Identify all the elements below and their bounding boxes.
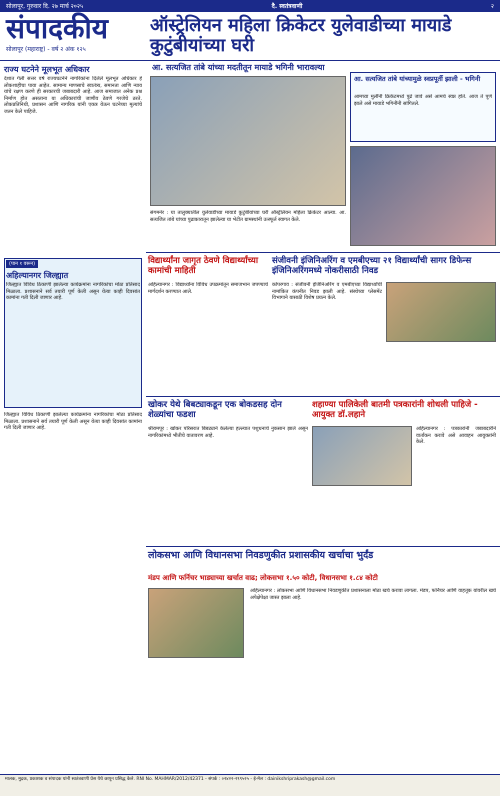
lead-kicker: आ. सत्यजित तांबे यांच्या मदतीतून मायाडे भगिनी भारावल्या [152,63,325,72]
bottom-body: अहिल्यानगर : लोकसभा आणि विधानसभा निवडणुकीत प्रशासनाला मोठा खर्च करावा लागला. मंडप, फर्निचर आणि वाहतूक यांवरील खर्च अपेक्षेपेक्षा जास्त झाला आहे. [250,588,496,601]
section-title: संपादकीय [6,12,108,45]
story2-body: कोपरगाव : संजीवनी इंजिनिअरिंग व एमबीएच्या विद्यार्थ्यांची नामांकित कंपनीत निवड झाली आहे. संस्थेच्या प्लेसमेंट विभागाने यासाठी विशेष प्रयत्न केले. [272,282,382,301]
page-number: २ [490,3,494,10]
district-body: जिल्ह्यात विविध ठिकाणी झालेल्या कार्यक्रमांना नागरिकांचा मोठा प्रतिसाद मिळाला. प्रशासनाने सर्व तयारी पूर्ण केली असून येत्या काही दिवसांत कामांना गती दिली जाणार आहे. [6,282,140,301]
bottom-headline: लोकसभा आणि विधानसभा निवडणुकीत प्रशासकीय खर्चाचा भुर्दंड [148,550,374,561]
date-text: सोलापूर, गुरुवार दि. २७ मार्च २०२५ [6,3,84,10]
lead-story-body: संगमनेर : या तालुक्यातील युलेवाडीच्या मायाडे कुटुंबीयांच्या घरी ऑस्ट्रेलियन महिला क्रिकेटर आल्या. आ. सत्यजित तांबे यांच्या पुढाकारातून झालेल्या या भेटीत ग्रामस्थांनी उत्स्फूर्त स्वागत केले. [150,210,346,223]
section-rule-3 [146,546,500,547]
bottom-photo [148,588,244,658]
story4-headline: खोकर येथे बिबट्याकडून एक बोकडसह दोन शेळ्यांचा फडशा [148,400,282,420]
masthead-rule [0,60,500,61]
story5-photo [312,426,412,486]
section-subtitle: सोलापूर (महाराष्ट्र) - वर्ष २ अंक १२५ [6,46,86,53]
story5-body: अहिल्यानगर : पत्रकारांनी जबाबदारीने वार्तांकन करावे असे आवाहन आयुक्तांनी केले. [416,426,496,445]
story4-body: श्रीरामपूर : खोकर परिसरात बिबट्याने केलेल्या हल्ल्यात पशुधनाचे नुकसान झाले असून नागरिकांमध्ये भीतीचे वातावरण आहे. [148,426,308,439]
continued-tag: (पान १ वरून) [6,260,38,268]
story5-headline: शहाण्या पालिकेली बातमी पत्रकारांनी शोधली पाहिजे - आयुक्त डॉ.लहाने [312,400,478,420]
section-rule-1 [146,252,500,253]
section-brand [6,14,146,58]
story2-photo [386,282,496,342]
masthead [0,12,500,60]
section-rule-2 [146,396,500,397]
imprint-footer: मालक, मुद्रक, प्रकाशक व संपादक यांनी स्वतंत्रवाणी प्रेस येथे छापून प्रसिद्ध केले. RNI No. MAHMAR/2012/42371 - संपर्क : ०२४२२-२९९५२५ - ई-मेल : dainikshriprakash@gmail.com [0,774,500,796]
date-bar [0,0,500,12]
sidebar-photo [350,146,496,246]
paper-name: दै. स्वतंत्रवाणी [271,3,303,10]
sidebar-body: आमच्या मुलींनी क्रिकेटमध्ये पुढे जावे असे आमचे स्वप्न होते. आज ते पूर्ण झाले असे मायाडे भगिनींनी सांगितले. [354,94,492,107]
bottom-subheadline: मंडप आणि फर्निचर भाड्याच्या खर्चात वाढ; लोकसभा १.५० कोटी, विधानसभा १.८४ कोटी [148,574,378,582]
story3-headline: विद्यार्थ्यांना जागृत ठेवणे विद्यार्थ्यांच्या कामांची माहिती [148,256,259,276]
editorial-body: देशात गेली सत्तर वर्षे राज्यघटनेने नागरिकांना दिलेले मूलभूत अधिकार हे लोकशाहीचा पाया आहेत. सामान्य माणसाचे स्वातंत्र्य, समानता आणि न्याय यांचे रक्षण करणे ही सरकारची जबाबदारी आहे. आज समाजात अनेक प्रश्न निर्माण होत असताना या अधिकारांची जाणीव ठेवणे गरजेचे ठरते. लोकप्रतिनिधी, प्रशासन आणि नागरिक यांनी एकत्र येऊन घटनेच्या मूल्यांचे जतन केले पाहिजे. [4,76,142,115]
lead-photo [150,76,346,206]
story2-headline: संजीवनी इंजिनिअरिंग व एमबीएच्या २१ विद्यार्थ्यांची सागर डिफेन्स इंजिनिअरिंगमध्ये नोकरीसाठी निवड [272,256,472,276]
editorial-headline: राज्य घटनेने मूलभूत अधिकार [4,65,90,74]
lead-headline: ऑस्ट्रेलियन महिला क्रिकेटर युलेवाडीच्या मायाडे कुटुंबीयांच्या घरी [150,15,452,56]
story3-body: अहिल्यानगर : विद्यार्थ्यांना विविध उपक्रमांतून समाजभान जपण्याचे मार्गदर्शन करण्यात आले. [148,282,268,295]
district-continued: जिल्ह्यात विविध ठिकाणी झालेल्या कार्यक्रमांना नागरिकांचा मोठा प्रतिसाद मिळाला. प्रशासनाने सर्व तयारी पूर्ण केली असून येत्या काही दिवसांत कामांना गती दिली जाणार आहे. [4,412,142,431]
sidebar-headline: आ. सत्यजित तांबे यांच्यामुळे स्वप्नपूर्ती झाली - भगिनी [354,75,481,83]
district-headline: अहिल्यानगर जिल्ह्यात [6,271,69,280]
